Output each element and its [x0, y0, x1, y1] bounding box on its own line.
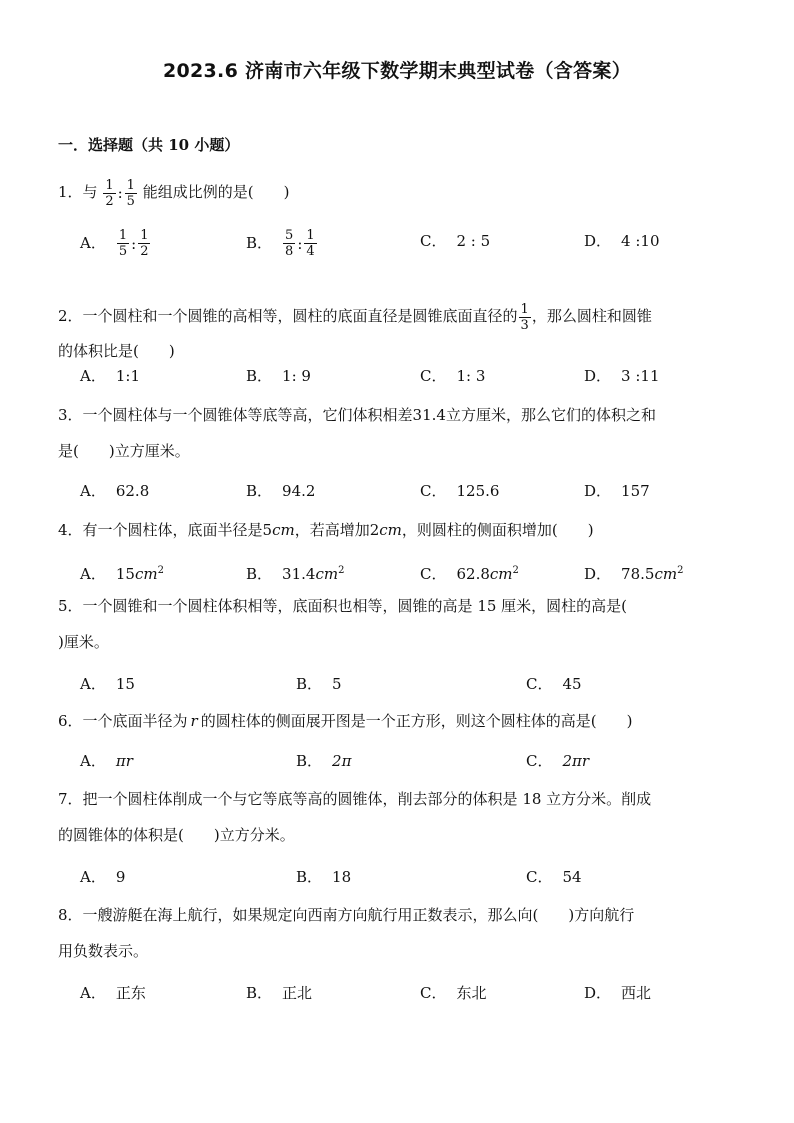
option-c[interactable]: C． $62.8cm^2$	[420, 565, 519, 583]
question-3-stem-line1: 3．一个圆柱体与一个圆锥体等底等高，它们体积相差31.4立方厘米，那么它们的体积之和	[58, 406, 656, 424]
fraction: $\frac{1}{2}$	[105, 177, 114, 209]
option-d[interactable]: D． 3 :11	[584, 367, 660, 385]
question-7-stem-line2: 的圆锥体的体积是( )立方分米。	[58, 826, 295, 844]
fraction: $\frac{1}{5}$	[126, 177, 135, 209]
question-6-options	[80, 748, 740, 774]
option-c[interactable]: C． 1: 3	[420, 367, 486, 385]
question-6-stem: 6．一个底面半径为 r 的圆柱体的侧面展开图是一个正方形，则这个圆柱体的高是( )	[58, 712, 633, 730]
page-title: 2023.6 济南市六年级下数学期末典型试卷（含答案）	[162, 60, 632, 82]
question-5-stem-line2: )厘米。	[58, 633, 109, 651]
question-3-options	[80, 478, 740, 504]
option-c[interactable]: C． 2 : 5	[420, 232, 491, 250]
option-b[interactable]: B． $31.4cm^2$	[246, 565, 345, 583]
option-a[interactable]: A． 62.8	[80, 482, 150, 500]
option-c[interactable]: C． 125.6	[420, 482, 500, 500]
option-d[interactable]: D． 西北	[584, 984, 652, 1002]
question-6	[58, 705, 748, 737]
question-1-options	[80, 228, 740, 259]
question-4-options	[80, 558, 740, 584]
fraction: $\frac{1}{3}$	[520, 301, 529, 333]
option-b[interactable]: B． $\frac{5}{8}$ : $\frac{1}{4}$	[246, 228, 315, 259]
question-3	[58, 399, 748, 467]
option-c[interactable]: C． 东北	[420, 984, 487, 1002]
section-heading: 一．选择题（共 10 小题）	[58, 136, 240, 154]
option-c[interactable]: C． 45	[526, 675, 582, 693]
option-d[interactable]: D． 4 :10	[584, 232, 660, 250]
option-a[interactable]: A． 1:1	[80, 367, 140, 385]
option-b[interactable]: B． 5	[296, 675, 342, 693]
question-5	[58, 590, 748, 658]
option-c[interactable]: C． 2πr	[526, 752, 590, 770]
question-5-options	[80, 671, 740, 697]
option-b[interactable]: B． 1: 9	[246, 367, 311, 385]
question-7	[58, 783, 748, 851]
question-7-stem-line1: 7．把一个圆柱体削成一个与它等底等高的圆锥体，削去部分的体积是 18 立方分米。削成	[58, 790, 652, 808]
option-a[interactable]: A． 正东	[80, 984, 146, 1002]
option-a[interactable]: A． 9	[80, 868, 126, 886]
question-1	[58, 176, 748, 209]
option-b[interactable]: B． 2π	[296, 752, 352, 770]
question-4-stem: 4．有一个圆柱体，底面半径是5cm，若高增加2cm，则圆柱的侧面积增加( )	[58, 521, 594, 539]
question-5-stem-line1: 5．一个圆锥和一个圆柱体积相等，底面积也相等，圆锥的高是 15 厘米，圆柱的高是(	[58, 597, 628, 615]
option-a[interactable]: A． $15cm^2$	[80, 565, 164, 583]
question-2-options	[80, 363, 740, 389]
option-a[interactable]: A． 15	[80, 675, 135, 693]
option-b[interactable]: B． 18	[296, 868, 352, 886]
option-b[interactable]: B． 正北	[246, 984, 313, 1002]
option-a[interactable]: A． πr	[80, 752, 133, 770]
question-8-options	[80, 980, 740, 1006]
question-8	[58, 899, 748, 967]
option-b[interactable]: B． 94.2	[246, 482, 316, 500]
question-7-options	[80, 864, 740, 890]
question-2	[58, 300, 748, 367]
option-a[interactable]: A． $\frac{1}{5}$ : $\frac{1}{2}$	[80, 228, 149, 259]
question-1-stem: 1．与 $\frac{1}{2}$ : $\frac{1}{5}$ 能组成比例的是( )	[58, 177, 290, 209]
option-d[interactable]: D． 157	[584, 482, 650, 500]
question-4	[58, 514, 748, 546]
question-2-stem-line2: 的体积比是( )	[58, 341, 175, 360]
question-3-stem-line2: 是( )立方厘米。	[58, 442, 190, 460]
option-d[interactable]: D． $78.5cm^2$	[584, 565, 684, 583]
question-8-stem-line1: 8．一艘游艇在海上航行，如果规定向西南方向航行用正数表示，那么向( )方向航行	[58, 906, 635, 924]
option-c[interactable]: C． 54	[526, 868, 582, 886]
question-2-stem-line1: 2．一个圆柱和一个圆锥的高相等，圆柱的底面直径是圆锥底面直径的 $\frac{1}{3}$ ，那么圆柱和圆锥	[58, 301, 652, 333]
question-8-stem-line2: 用负数表示。	[58, 942, 149, 960]
